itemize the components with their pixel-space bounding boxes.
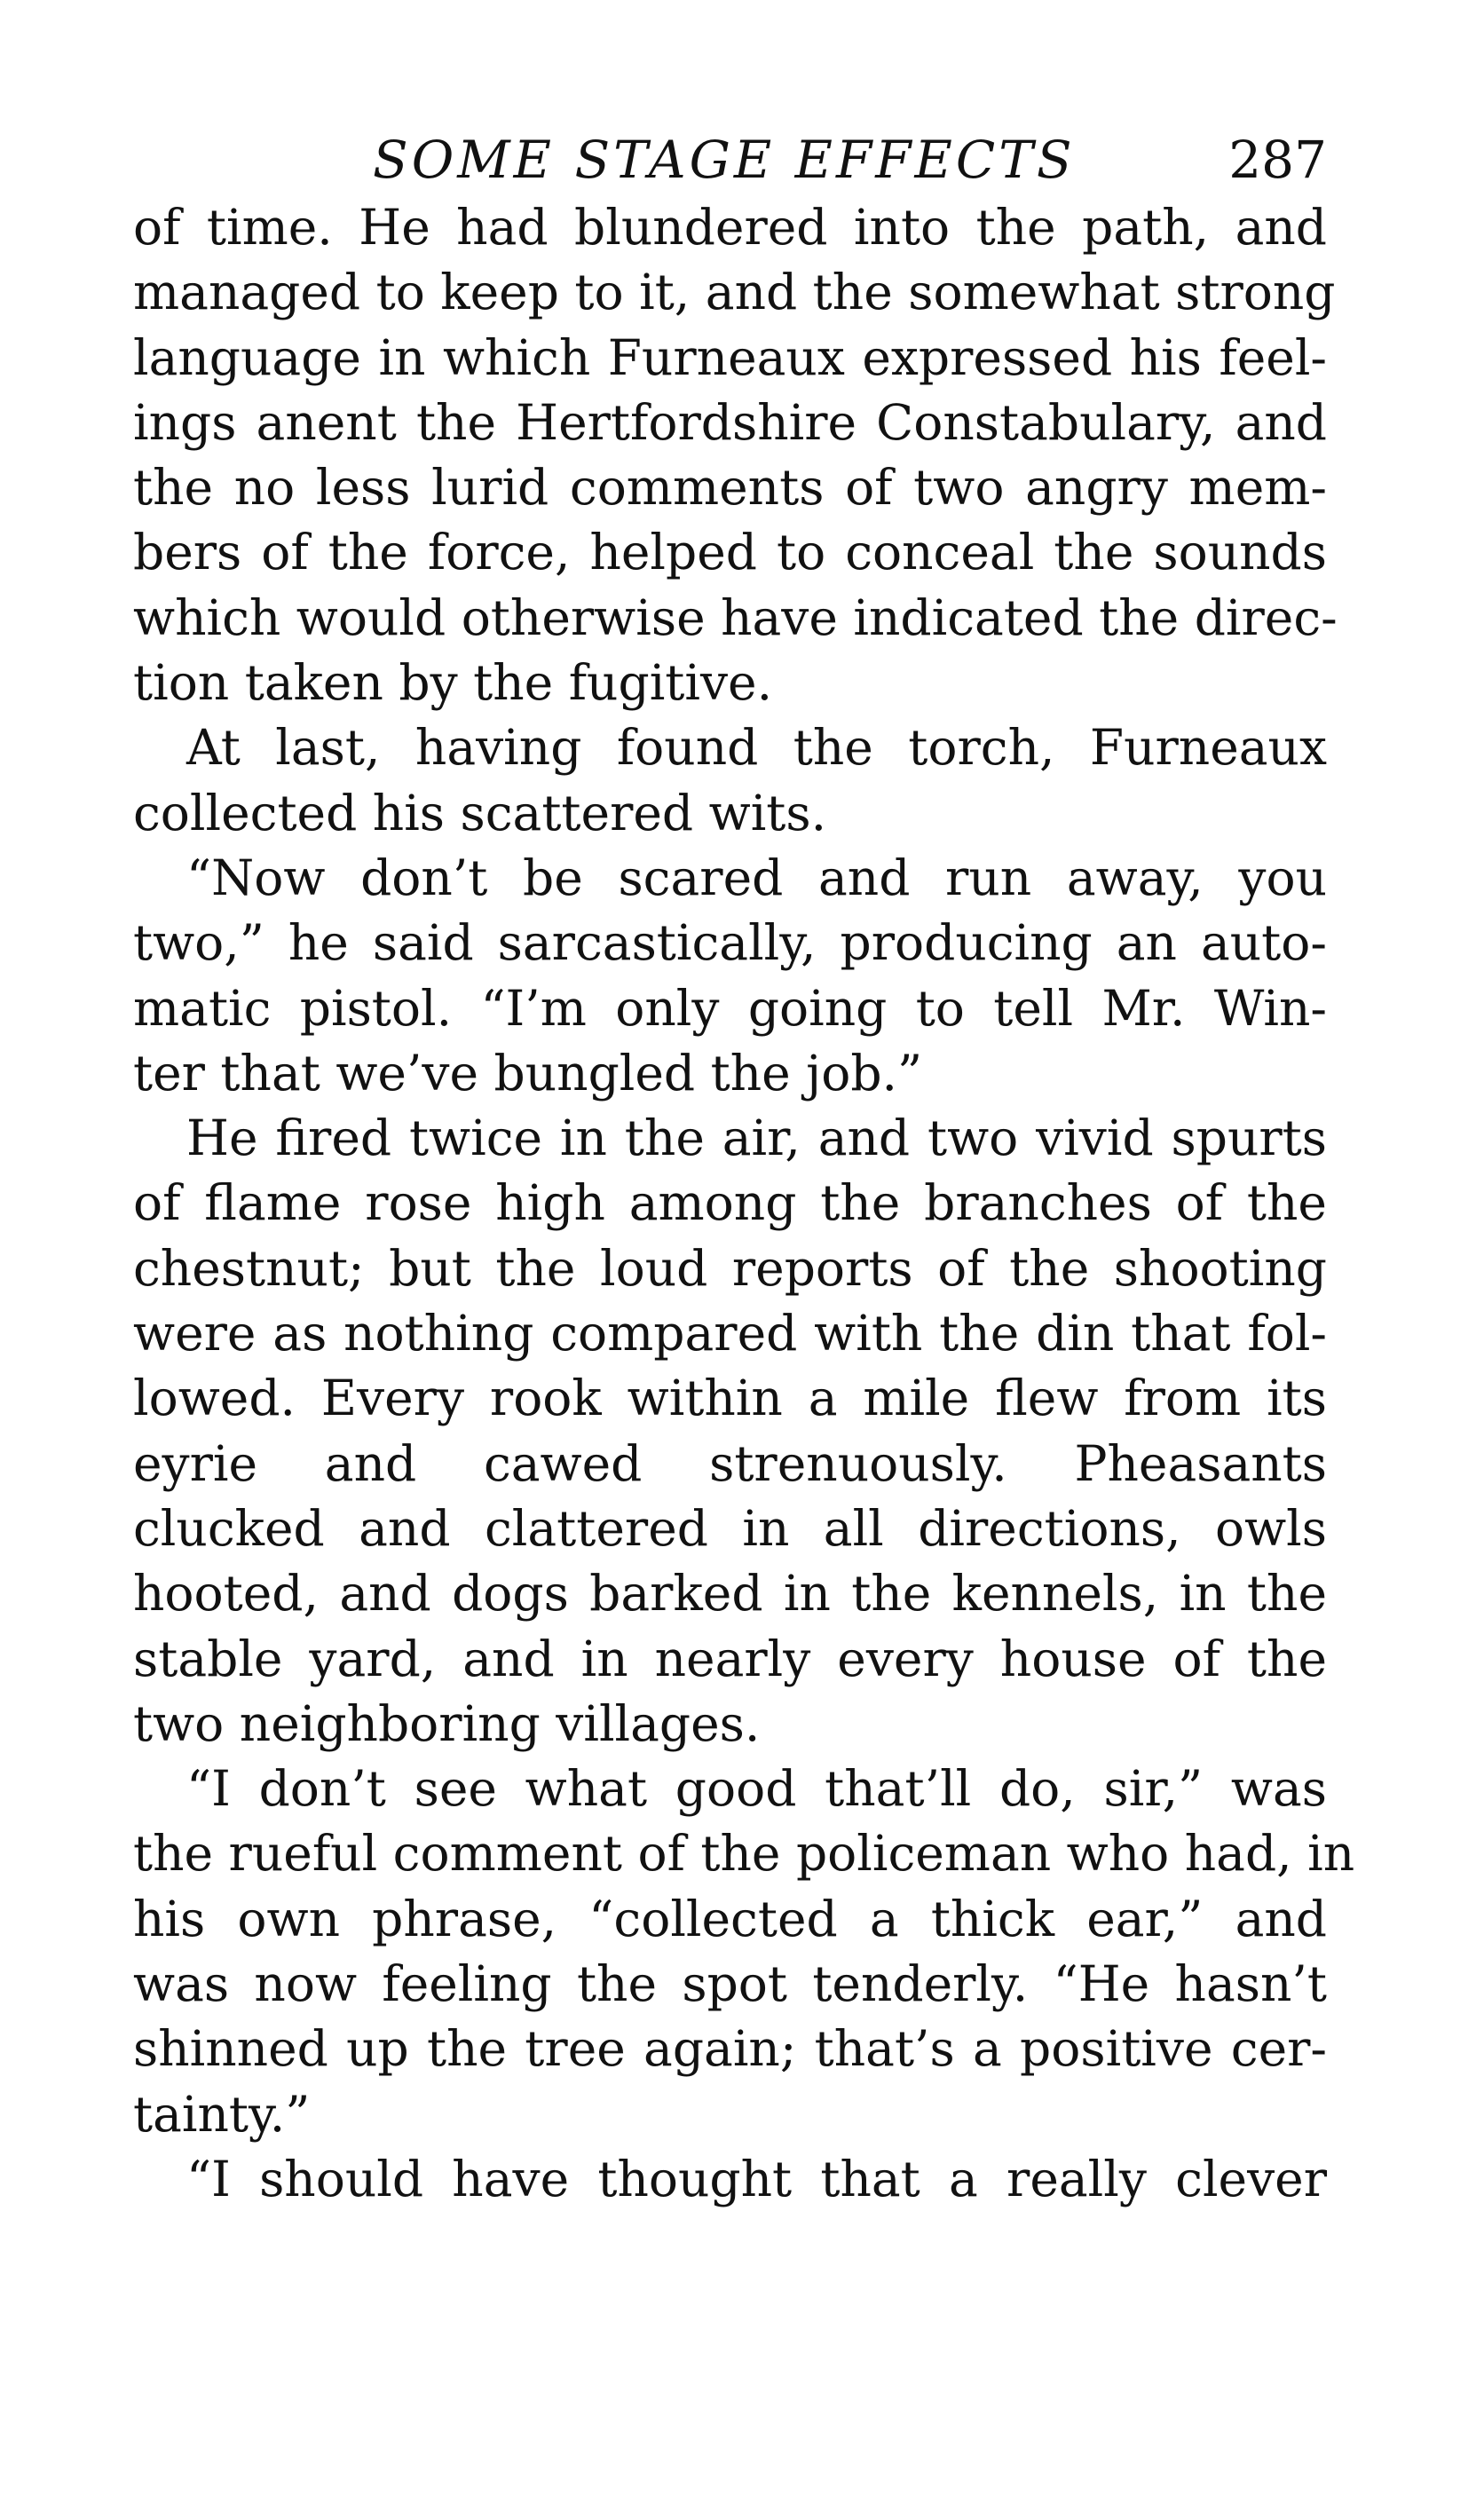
text-line: two,” he said sarcastically, producing an auto- [133,914,1327,972]
text-line: ings anent the Hertfordshire Constabulary, and [133,393,1327,451]
text-line: hooted, and dogs barked in the kennels, in the [133,1565,1327,1623]
text-line: clucked and clattered in all directions, owls [133,1499,1327,1557]
text-line: were as nothing compared with the din that fol- [133,1305,1327,1362]
text-line: managed to keep to it, and the somewhat strong [133,264,1336,321]
text-line: lowed. Every rook within a mile flew from its [133,1370,1327,1427]
text-line: shinned up the tree again; that’s a positive cer- [133,2020,1327,2078]
book-page [133,124,1355,2212]
body-text [133,195,1355,2212]
text-line: collected his scattered wits. [133,784,827,841]
text-line: “I should have thought that a really clever [186,2150,1327,2207]
text-line: “Now don’t be scared and run away, you [186,849,1327,906]
text-line: language in which Furneaux expressed his feel- [133,328,1327,386]
text-line: the no less lurid comments of two angry mem- [133,459,1327,517]
page-number: 287 [1228,130,1327,190]
text-line: of time. He had blundered into the path, and [133,199,1327,256]
text-line: two neighboring villages. [133,1694,761,1752]
text-line: eyrie and cawed strenuously. Pheasants [133,1434,1327,1492]
text-line: bers of the force, helped to conceal the sounds [133,524,1327,581]
text-line: tainty.” [133,2085,311,2143]
text-line: which would otherwise have indicated the direc- [133,588,1338,646]
text-line: was now feeling the spot tenderly. “He hasn’t [133,1955,1327,2013]
running-head [133,124,1327,195]
text-line: ter that we’ve bungled the job.” [133,1044,923,1102]
text-line: At last, having found the torch, Furneaux [186,719,1327,777]
running-title: SOME STAGE EFFECTS [373,130,1076,190]
text-line: He fired twice in the air, and two vivid spurts [186,1109,1327,1167]
text-line: “I don’t see what good that’ll do, sir,” was [186,1760,1327,1818]
text-line: stable yard, and in nearly every house of the [133,1630,1327,1687]
text-line: tion taken by the fugitive. [133,654,773,712]
text-line: the rueful comment of the policeman who had, in [133,1825,1355,1883]
text-line: chestnut; but the loud reports of the shooting [133,1239,1327,1297]
text-line: his own phrase, “collected a thick ear,” and [133,1890,1327,1947]
text-line: matic pistol. “I’m only going to tell Mr. Win- [133,979,1327,1037]
text-line: of flame rose high among the branches of the [133,1174,1327,1232]
